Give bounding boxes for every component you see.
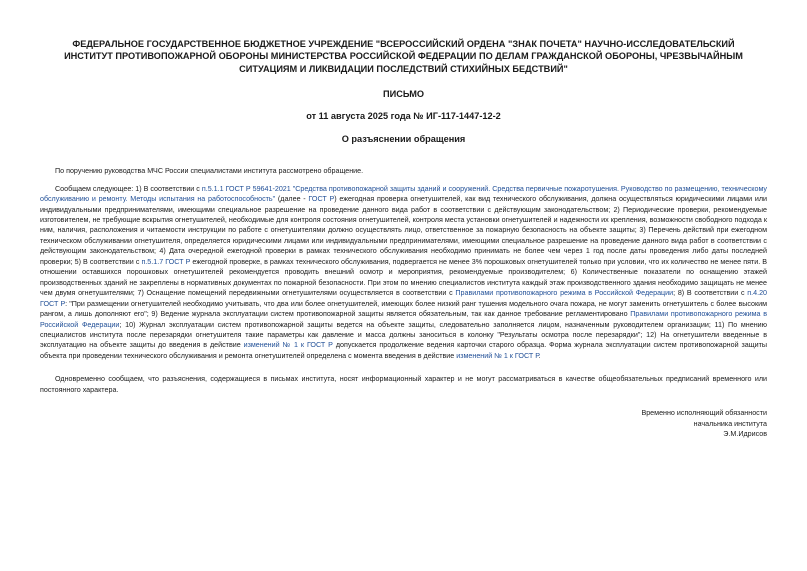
organization-header: ФЕДЕРАЛЬНОЕ ГОСУДАРСТВЕННОЕ БЮДЖЕТНОЕ УЧРЕЖДЕНИЕ "ВСЕРОССИЙСКИЙ ОРДЕНА "ЗНАК ПОЧЕТА" НАУЧНО-ИССЛЕДОВАТЕЛЬСКИЙ ИНСТИТУТ ПРОТИВОПОЖАРНОЙ ОБОРОНЫ МИНИСТЕРСТВА РОССИЙСКОЙ ФЕДЕРАЦИИ ПО ДЕЛАМ ГРАЖДАНСКОЙ ОБОРОНЫ, ЧРЕЗВЫЧАЙНЫМ СИТУАЦИЯМ И ЛИКВИДАЦИИ ПОСЛЕДСТВИЙ СТИХИЙНЫХ БЕДСТВИЙ" (64, 39, 743, 74)
link-fire-regime-rules[interactable]: Правилами противопожарного режима в Российской Федерации (455, 289, 674, 298)
link-gost-5-1-7[interactable]: п.5.1.7 ГОСТ Р (141, 257, 191, 266)
link-gost-amendment-1-2[interactable]: изменений № 1 к ГОСТ Р (456, 351, 539, 360)
signature-title: начальника института (693, 419, 767, 428)
text-run: Сообщаем следующее: 1) В соответствии с (55, 184, 202, 193)
document-subject: О разъяснении обращения (341, 134, 466, 145)
text-run: ежегодной проверке, в рамках технического обслуживания, подвергается не менее 3% порошковых огнетушителей только при условии, что их количество не менее пяти. В отношении оставшихся порошковых огнетушителей рекомендуется проводить внешний осмотр и мероприятия, рекомендуемые производителем; 6) Количественные показатели по оснащению этажей производственных зданий не закреплены в нормативных документах по пожарной безопасности. При этом по мнению специалистов института каждый этаж производственного здания необходимо защищать не менее чем двумя огнетушителями; 7) Оснащение помещений передвижными огнетушителями осуществляется в соответствии с (40, 257, 767, 298)
text-run: допускается продолжение ведения карточки старого образца. Форма журнала эксплуатации систем противопожарной защиты объекта при проведении технического обслуживания и ремонта огнетушителей определена с момента введения в действие (40, 341, 768, 360)
signature-position: Временно исполняющий обязанности (641, 409, 767, 418)
paragraph-intro: По поручению руководства МЧС России специалистами института рассмотрено обращение. (55, 167, 364, 176)
text-run: ) ежегодная проверка огнетушителей, как вид технического обслуживания, должна осуществляться юридическими лицами или индивидуальными предпринимателями, имеющими специальное разрешение на проведение данного вида работ в соответствии с действующим законодательством; 2) Периодические проверки, рекомендуемые изготовителем, не требующие вскрытия огнетушителей, необходимые для контроля состояния огнетушителей, контроля места установки огнетушителей и надежности их крепления, возможности свободного подхода к ним, наличия, расположения и читаемости инструкции по работе с огнетушителями должно осуществлять лицо, ответственное за пожарную безопасность на объекте защиты; 3) Перечень действий при ежегодном техническом обслуживании огнетушителя, определяется юридическими лицами или индивидуальными предпринимателями, имеющими специальное разрешение на проведение данного вида работ в соответствии с действующим законодательством; 4) Дата очередной ежегодной проверки в рамках технического обслуживания необходимо принимать не более чем через 1 год после даты проведения либо даты последней проверки; 5) В соответствии с (40, 195, 767, 266)
text-run: : "При размещении огнетушителей необходимо учитывать, что два или более огнетушителей, имеющих более низкий ранг тушения модельного очага пожара, не могут заменить огнетушитель с более высоким рангом, а лишь дополняют его"; 9) Ведение журнала эксплуатации систем противопожарной защиты является обязательным, так как данное требование регламентировано (40, 299, 768, 319)
paragraph-disclaimer: Одновременно сообщаем, что разъяснения, содержащиеся в письмах института, носят информационный характер и не могут рассматриваться в качестве общеобязательных предписаний временного или постоянного характера. (40, 375, 767, 394)
link-gost-amendment-1[interactable]: изменений № 1 к ГОСТ Р (243, 341, 333, 350)
document-date-number: от 11 августа 2025 года № ИГ-117-1447-12-2 (306, 111, 501, 122)
paragraph-main (40, 184, 767, 362)
link-gost[interactable]: ГОСТ Р (308, 195, 335, 204)
signature-block (40, 408, 767, 440)
text-run: . (538, 351, 541, 360)
text-run: (далее - (275, 195, 309, 204)
link-gost-59641[interactable]: п.5.1.1 ГОСТ Р 59641-2021 "Средства противопожарной защиты зданий и сооружений. Средства первичные пожаротушения. Руководство по размещению, техническому обслуживанию и ремонту. Методы испытания на работоспособность" (40, 184, 768, 204)
text-run: ; 8) В соответствии с (673, 289, 748, 298)
document-type: ПИСЬМО (382, 89, 425, 100)
signature-name: Э.М.Идрисов (723, 430, 767, 439)
letter-body (40, 166, 767, 395)
link-fire-regime-rules-2[interactable]: Правилами противопожарного режима в Российской Федерации (40, 310, 767, 329)
link-gost-4-20[interactable]: п.4.20 ГОСТ Р (40, 289, 768, 308)
text-run: ; 10) Журнал эксплуатации систем противопожарной защиты ведется на объекте защиты, следовательно заполняется лицом, назначенным руководителем организации; 11) По мнению специалистов института после перезарядки огнетушителя такие параметры как давление и масса должны заноситься в колонку "Результаты осмотра после перезарядки"; 12) На огнетушители введенные в эксплуатацию на объекте защиты до введения в действие (40, 320, 768, 350)
